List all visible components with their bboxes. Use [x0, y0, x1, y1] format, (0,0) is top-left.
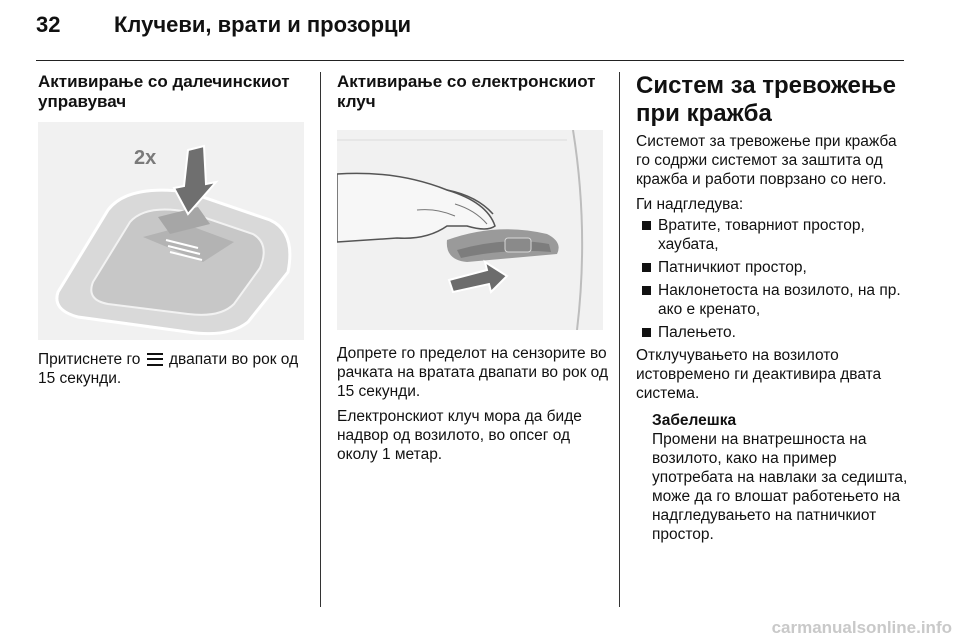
alarm-intro: Системот за тревожење при кражба го содржи системот за заштита од кражба и работи поврзано со него.: [636, 133, 897, 188]
column-remote-control: [38, 72, 308, 388]
section-heading-electronic-key: Активирање со електронскиот клуч: [337, 72, 596, 111]
page-number: 32: [36, 12, 61, 37]
section-heading-alarm: Систем за тревожење при кражба: [636, 72, 896, 127]
header-rule: [36, 60, 904, 61]
column-divider-1: [320, 72, 321, 607]
door-handle-illustration: [337, 130, 603, 330]
alarm-monitors-label: Ги надгледува:: [636, 196, 744, 213]
column-electronic-key: [337, 72, 609, 464]
watermark: carmanualsonline.info: [771, 618, 952, 637]
unlock-deactivation-text: Отклучувањето на возилото истовремено ги деактивира двата система.: [636, 347, 882, 402]
column-divider-2: [619, 72, 620, 607]
list-item: Патничкиот простор,: [636, 258, 908, 277]
remote-instruction: Притиснете го двапати во рок од 15 секунди.: [38, 351, 299, 387]
list-item: Вратите, товарниот простор, хаубата,: [636, 216, 908, 254]
list-item: Наклонетоста на возилото, на пр. ако е кренато,: [636, 281, 908, 319]
electronic-key-range-note: Електронскиот клуч мора да биде надвор од возилото, во опсег од околу 1 метар.: [337, 408, 582, 463]
lock-button-icon: [147, 353, 163, 366]
note-title: Забелешка: [652, 412, 737, 429]
note-box: [652, 411, 908, 544]
list-item: Палењето.: [636, 323, 908, 342]
column-anti-theft-alarm: [636, 72, 908, 544]
figure-label-2x: 2x: [134, 147, 157, 169]
remote-key-illustration: [38, 122, 304, 340]
note-text: Промени на внатрешноста на возилото, како на пример употребата на навлаки за седишта, може да го влошат работењето на надгледувањето на патничкиот простор.: [652, 431, 908, 543]
monitored-items-list: [636, 216, 908, 342]
electronic-key-instruction: Допрете го пределот на сензорите во рачката на вратата двапати во рок од 15 секунди.: [337, 345, 609, 400]
page-header: [36, 12, 411, 38]
section-heading-remote: Активирање со далечинскиот управувач: [38, 72, 290, 111]
chapter-title: Клучеви, врати и прозорци: [114, 12, 412, 37]
